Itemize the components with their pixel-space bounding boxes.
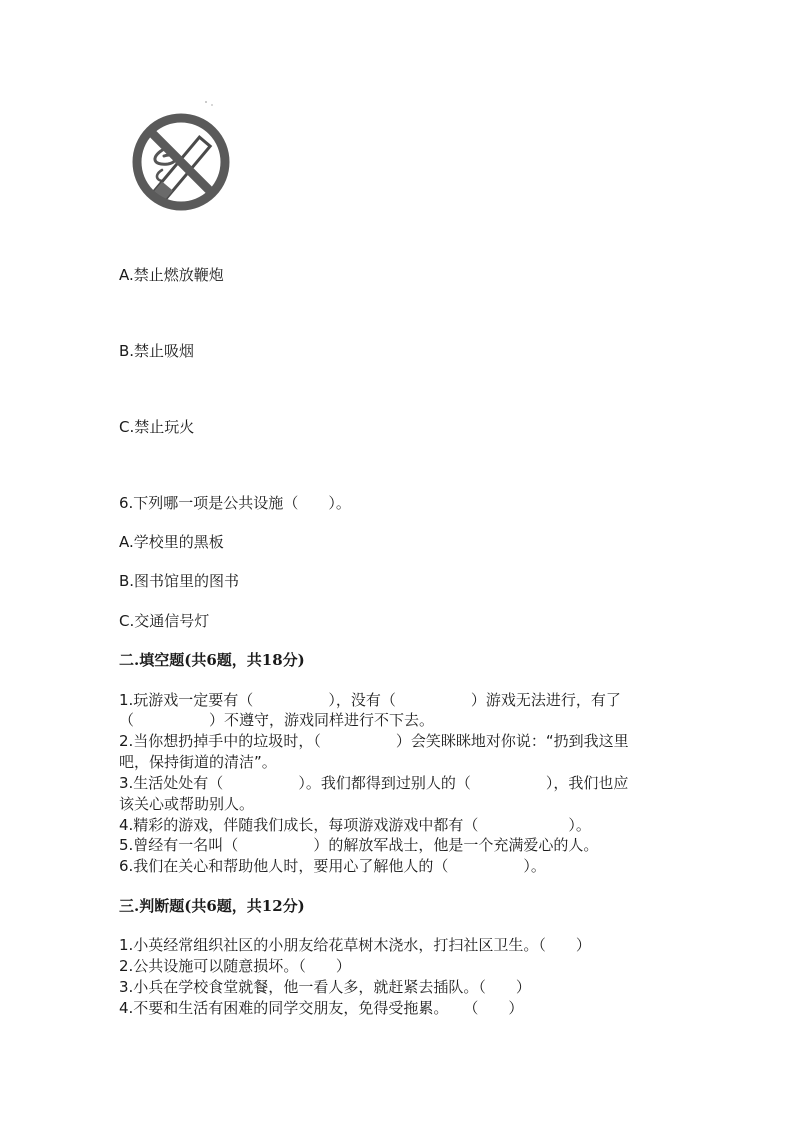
question-6-option-b: B.图书馆里的图书 <box>119 572 240 590</box>
fill-blank-line: 6.我们在关心和帮助他人时，要用心了解他人的（ ）。 <box>119 857 546 875</box>
judgment-line: 2.公共设施可以随意损坏。（ ） <box>119 957 351 975</box>
option-b: B.禁止吸烟 <box>119 342 195 360</box>
fill-blank-line: （ ）不遵守，游戏同样进行不下去。 <box>119 711 435 729</box>
fill-blank-line: 4.精彩的游戏，伴随我们成长，每项游戏游戏中都有（ ）。 <box>119 816 591 834</box>
judgment-line: 4.不要和生活有困难的同学交朋友，免得受拖累。 （ ） <box>119 999 524 1017</box>
judgment-line: 1.小英经常组织社区的小朋友给花草树木浇水，打扫社区卫生。（ ） <box>119 936 591 954</box>
section-3-heading: 三.判断题(共6题，共12分) <box>119 897 305 915</box>
fill-blank-line: 该关心或帮助别人。 <box>119 795 255 813</box>
fill-blank-line: 吧，保持街道的清洁”。 <box>119 753 277 771</box>
judgment-line: 3.小兵在学校食堂就餐，他一看人多，就赶紧去插队。（ ） <box>119 978 531 996</box>
question-6-option-a: A.学校里的黑板 <box>119 533 224 551</box>
fill-blank-line: 2.当你想扔掉手中的垃圾时，（ ）会笑眯眯地对你说：“扔到我这里 <box>119 732 629 750</box>
option-c: C.禁止玩火 <box>119 418 195 436</box>
fill-blank-line: 1.玩游戏一定要有（ ），没有（ ）游戏无法进行，有了 <box>119 691 621 709</box>
fill-blank-line: 3.生活处处有（ ）。我们都得到过别人的（ ），我们也应 <box>119 774 629 792</box>
question-6-stem: 6.下列哪一项是公共设施（ ）。 <box>119 494 351 512</box>
section-2-heading: 二.填空题(共6题，共18分) <box>119 651 305 669</box>
no-smoking-sign-image <box>128 100 234 222</box>
option-a: A.禁止燃放鞭炮 <box>119 266 224 284</box>
fill-blank-line: 5.曾经有一名叫（ ）的解放军战士，他是一个充满爱心的人。 <box>119 836 599 854</box>
question-6-option-c: C.交通信号灯 <box>119 612 210 630</box>
